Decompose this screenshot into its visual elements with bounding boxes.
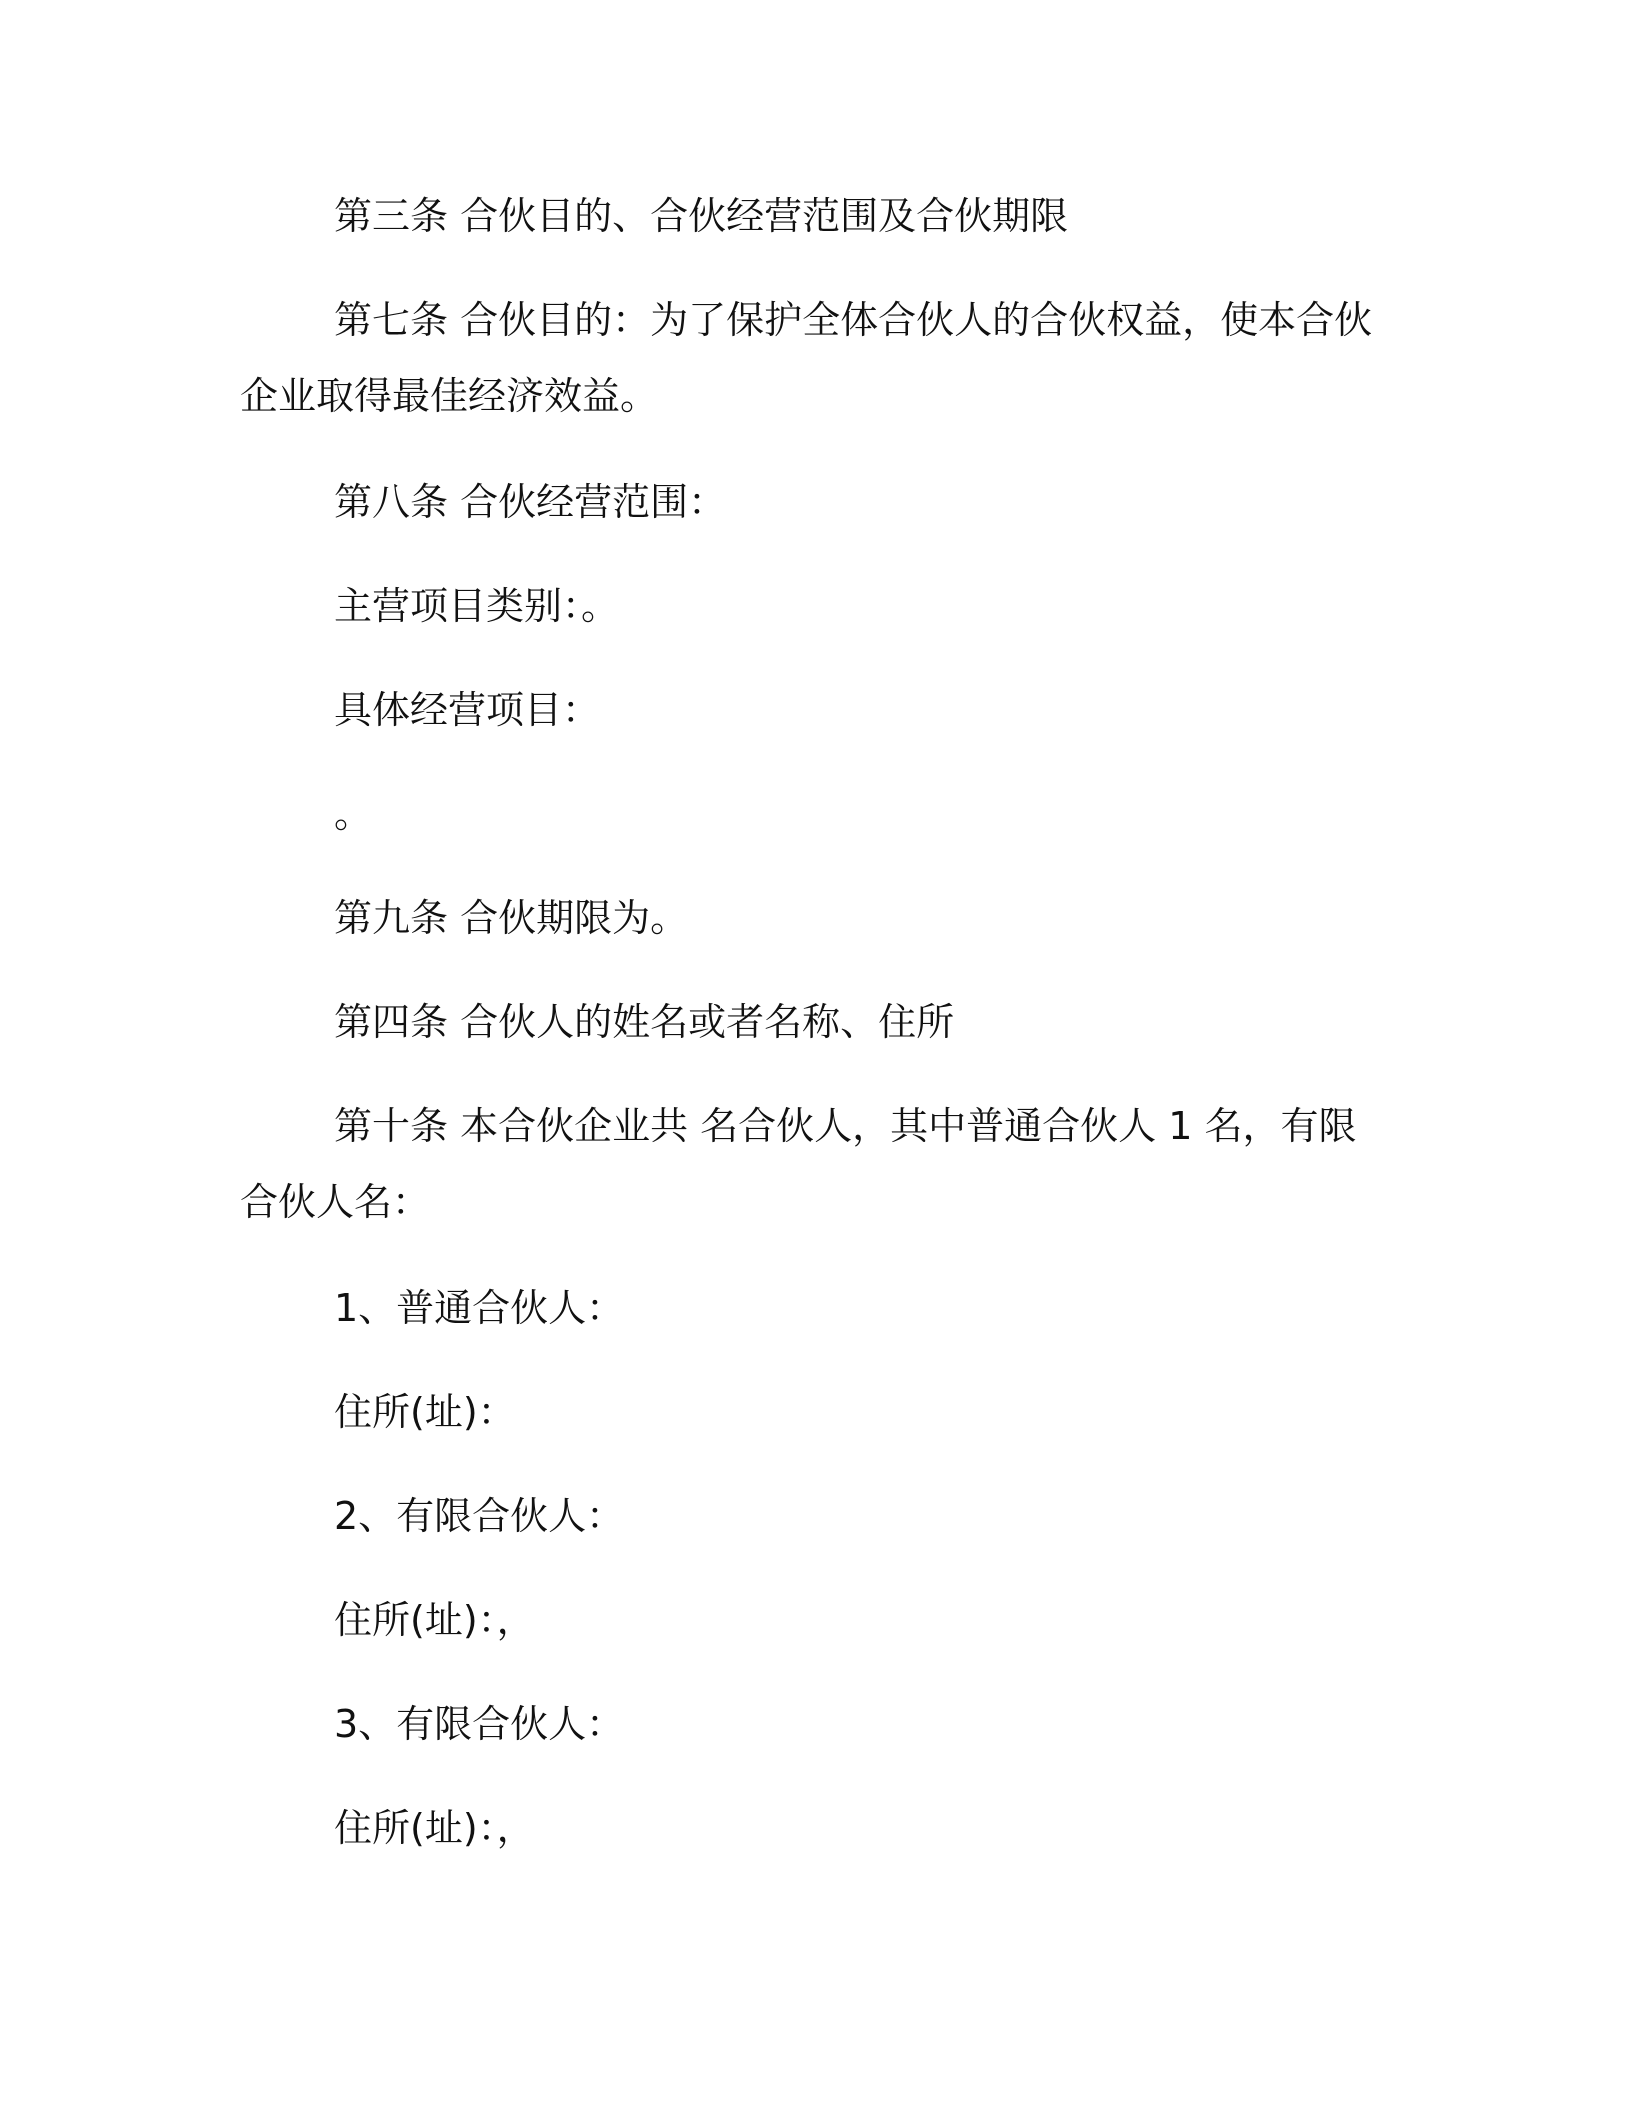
limited-partner-2-label: 2、有限合伙人： <box>334 1494 625 1538</box>
article-4-heading: 第四条 合伙人的姓名或者名称、住所 <box>334 1000 955 1044</box>
general-partner-address: 住所(址)： <box>334 1390 516 1434</box>
article-3-heading: 第三条 合伙目的、合伙经营范围及合伙期限 <box>334 194 1069 238</box>
limited-partner-2-address: 住所(址)：， <box>334 1598 535 1642</box>
business-items-blank: 。 <box>334 792 373 836</box>
main-business-category: 主营项目类别：。 <box>334 584 620 628</box>
article-7-purpose: 第七条 合伙目的：为了保护全体合伙人的合伙权益，使本合伙企业取得最佳经济效益。 <box>240 298 1373 418</box>
limited-partner-3-label: 3、有限合伙人： <box>334 1702 625 1746</box>
limited-partner-3-address: 住所(址)：， <box>334 1806 535 1850</box>
article-8-scope: 第八条 合伙经营范围： <box>334 480 727 524</box>
general-partner-label: 1、普通合伙人： <box>334 1286 625 1330</box>
specific-business-items: 具体经营项目： <box>334 688 601 732</box>
article-10-partners: 第十条 本合伙企业共 名合伙人，其中普通合伙人 1 名，有限合伙人名： <box>240 1104 1357 1224</box>
article-9-term: 第九条 合伙期限为。 <box>334 896 689 940</box>
